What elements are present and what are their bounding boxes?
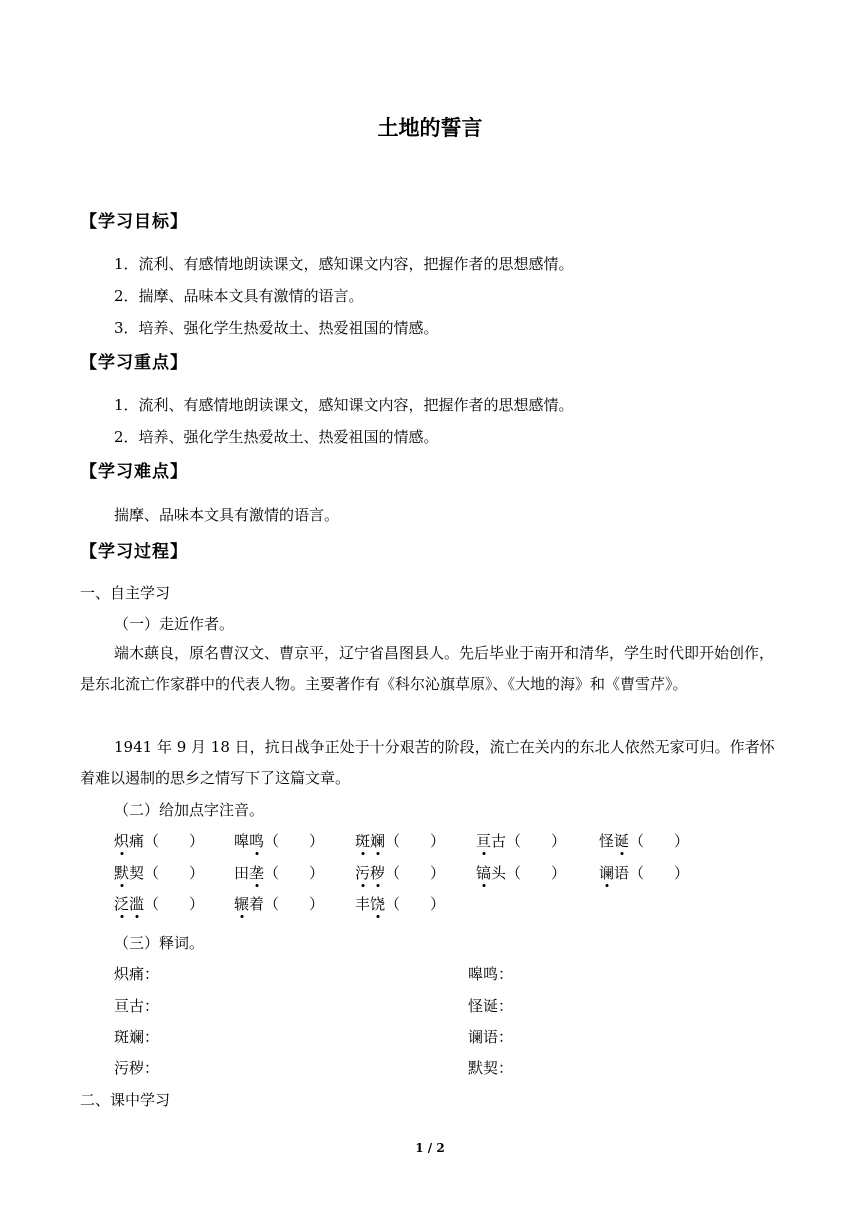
vocab-item: 默契： <box>468 1059 514 1077</box>
vocab-item: 污秽： <box>114 1059 160 1077</box>
vocab-item: 嗥鸣： <box>468 965 514 983</box>
keypoint-item-2: 2．培养、强化学生热爱故土、热爱祖国的情感。 <box>114 428 439 446</box>
vocab-item: 怪诞： <box>468 997 514 1015</box>
document-page: 土地的誓言 【学习目标】 1．流利、有感情地朗读课文，感知课文内容，把握作者的思想感情。 2．揣摩、品味本文具有激情的语言。 3．培养、强化学生热爱故土、热爱祖国的情感。 【学习重点】 1．流利、有感情地朗读课文，感知课文内容，把握作者的思想感情。 2．培养、强化学生热爱故土、热爱祖国的情感。 【学习难点】 揣摩、品味本文具有激情的语言。 【学习过程】 一、自主学习 （一）走近作者。 端木蕻良，原名曹汉文、曹京平，辽宁省昌图县人。先后毕业于南开和清华，学生时代即开始创作，是东北流亡作家群中的代表人物。主要著作有《科尔沁旗草原》、《大地的海》和《曹雪芹》。 1941 年 9 月 18 日，抗日战争正处于十分艰苦的阶段，流亡在关内的东北人依然无家可归。作者怀着难以遏制的思乡之情写下了这篇文章。 （二）给加点字注音。 炽痛（ ） 嗥鸣（ ） 斑斓（ ） 亘古（ ） 怪诞（ ） 默契（ ） 田垄（ ） 污秽（ ） 镐头（ ） 谰语（ ） 泛滥（ ） 辗着（ ） 丰饶（ ） （三）释词。 炽痛： 嗥鸣： 亘古： 怪诞： 斑斓： 谰语： 污秽： 默契： 二、课中学习 1 / 2 <box>0 0 860 1216</box>
part2-title: 二、课中学习 <box>80 1091 171 1109</box>
part1-title: 一、自主学习 <box>80 584 171 602</box>
heading-difficulties: 【学习难点】 <box>80 462 188 482</box>
goal-item-1: 1．流利、有感情地朗读课文，感知课文内容，把握作者的思想感情。 <box>114 255 574 273</box>
vocab-item: 亘古： <box>114 997 160 1015</box>
dotted-char: 诞 <box>614 832 630 850</box>
vocab-item: 炽痛： <box>114 965 160 983</box>
dotted-char: 默 <box>114 864 130 882</box>
dotted-char: 斓 <box>370 832 386 850</box>
dotted-char: 污 <box>355 864 371 882</box>
heading-keypoints: 【学习重点】 <box>80 353 188 373</box>
background-paragraph: 1941 年 9 月 18 日，抗日战争正处于十分艰苦的阶段，流亡在关内的东北人依然无家可归。作者怀着难以遏制的思乡之情写下了这篇文章。 <box>80 738 775 787</box>
dotted-char: 秽 <box>370 864 386 882</box>
dotted-char: 炽 <box>114 832 130 850</box>
dotted-char: 垄 <box>249 864 265 882</box>
dotted-char: 斑 <box>355 832 371 850</box>
page-number: 1 / 2 <box>415 1141 445 1155</box>
document-title: 土地的誓言 <box>377 116 483 140</box>
author-paragraph: 端木蕻良，原名曹汉文、曹京平，辽宁省昌图县人。先后毕业于南开和清华，学生时代即开始创作，是东北流亡作家群中的代表人物。主要著作有《科尔沁旗草原》、《大地的海》和《曹雪芹》。 <box>80 644 775 693</box>
goal-item-2: 2．揣摩、品味本文具有激情的语言。 <box>114 287 364 305</box>
difficulty-item-1: 揣摩、品味本文具有激情的语言。 <box>114 506 340 524</box>
dotted-char: 饶 <box>370 895 386 913</box>
part1-sub1: （一）走近作者。 <box>114 615 235 633</box>
part1-sub2: （二）给加点字注音。 <box>114 801 265 819</box>
dotted-char: 亘 <box>476 832 492 850</box>
dotted-char: 镐 <box>476 864 492 882</box>
heading-process: 【学习过程】 <box>80 542 188 562</box>
part1-sub3: （三）释词。 <box>114 934 205 952</box>
vocab-item: 斑斓： <box>114 1028 160 1046</box>
dotted-char: 鸣 <box>249 832 265 850</box>
dotted-char: 滥 <box>129 895 145 913</box>
heading-goals: 【学习目标】 <box>80 212 188 232</box>
vocab-item: 谰语： <box>468 1028 514 1046</box>
goal-item-3: 3．培养、强化学生热爱故土、热爱祖国的情感。 <box>114 319 439 337</box>
dotted-char: 辗 <box>234 895 250 913</box>
dotted-char: 泛 <box>114 895 130 913</box>
dotted-char: 谰 <box>599 864 615 882</box>
keypoint-item-1: 1．流利、有感情地朗读课文，感知课文内容，把握作者的思想感情。 <box>114 396 574 414</box>
